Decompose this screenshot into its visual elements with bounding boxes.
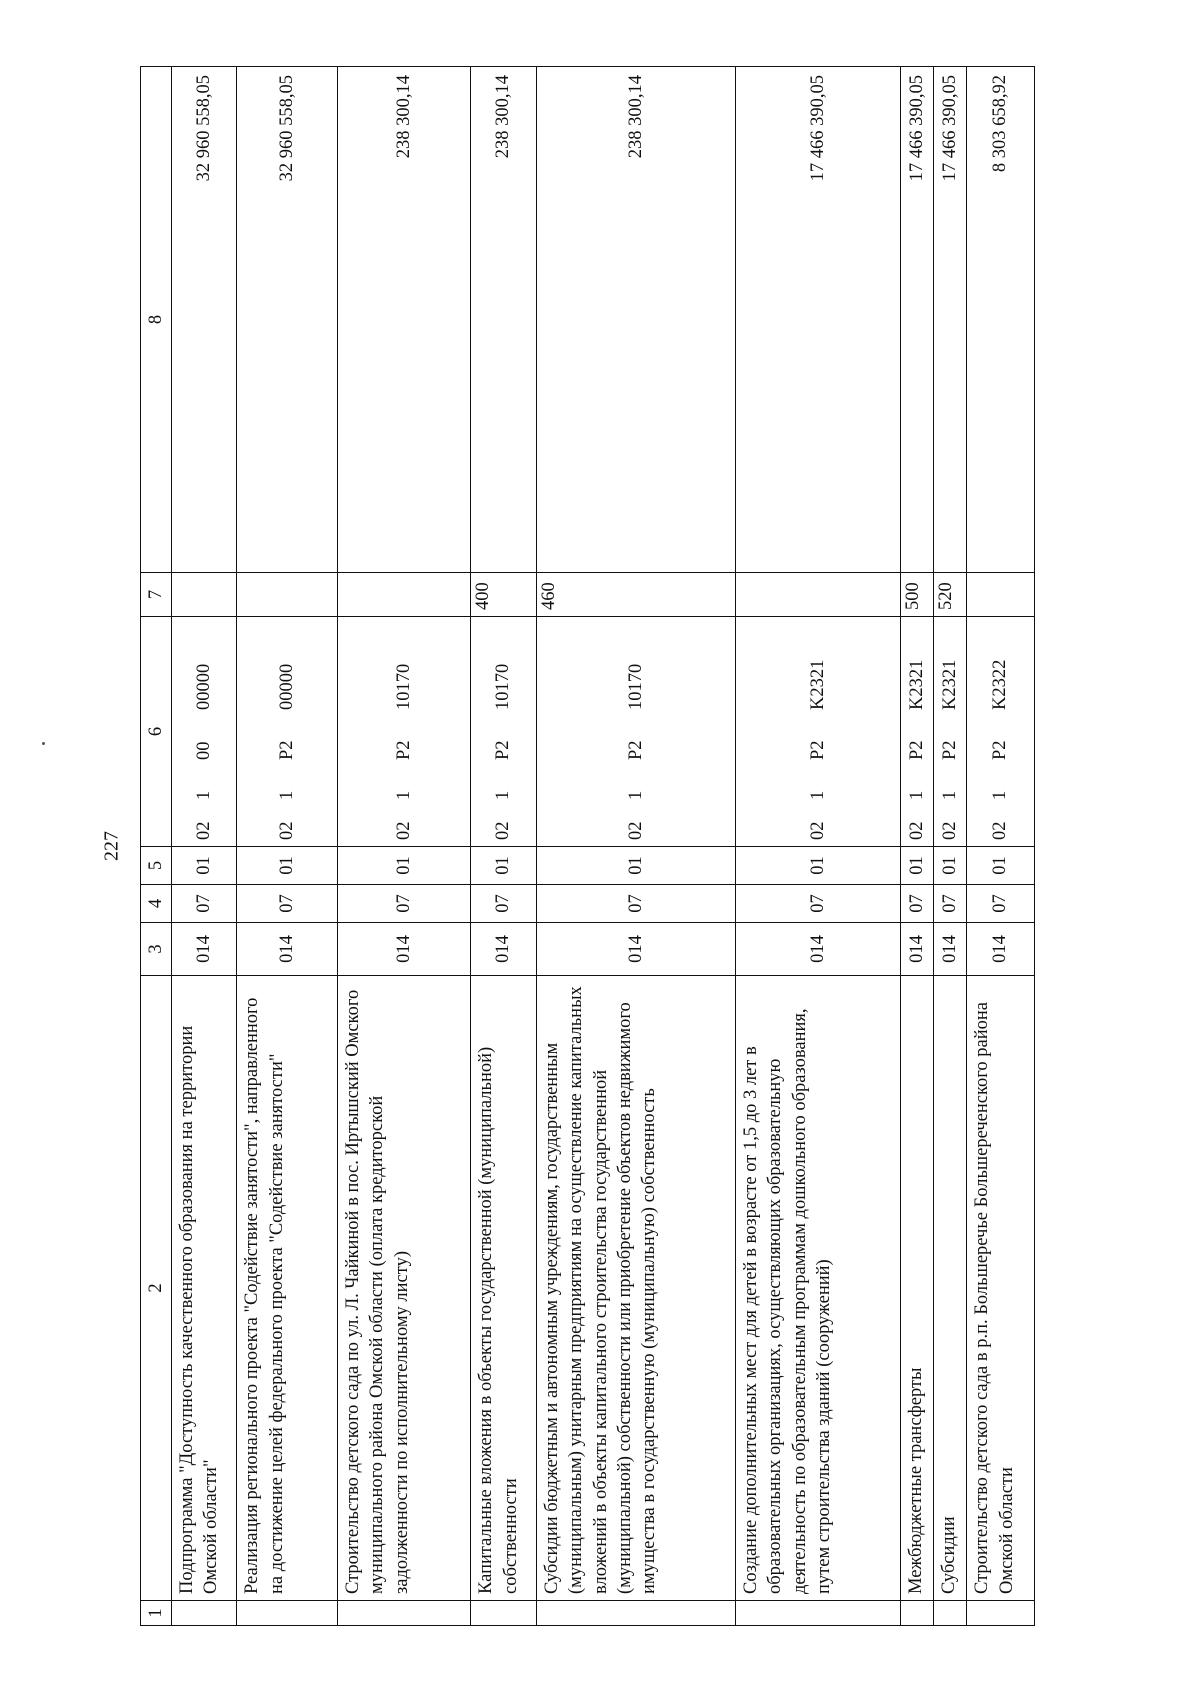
ministry-code-cell: 014 xyxy=(735,923,900,976)
table-row xyxy=(337,67,470,1626)
subprogram-code: 1 xyxy=(625,790,646,800)
amount-cell: 17 466 390,05 xyxy=(900,67,933,573)
expense-type-cell xyxy=(735,573,900,617)
scan-speck xyxy=(42,742,45,745)
section-code-cell: 07 xyxy=(171,885,237,923)
program-code: 02 xyxy=(276,821,297,840)
amount-cell: 17 466 390,05 xyxy=(735,67,900,573)
item-name-cell: Строительство детского сада по ул. Л. Чайкиной в пос. Иртышский Омского муниципального района Омской области (оплата кредиторской задолженности по исполнительному листу) xyxy=(337,976,470,1601)
program-code: 02 xyxy=(990,821,1011,840)
item-name-cell: Межбюджетные трансферты xyxy=(900,976,933,1601)
table-row xyxy=(967,67,1035,1626)
column-number: 5 xyxy=(141,847,172,885)
row-index-cell xyxy=(536,1601,735,1626)
ministry-code-cell: 014 xyxy=(171,923,237,976)
column-number: 4 xyxy=(141,885,172,923)
item-name-cell: Подпрограмма "Доступность качественного образования на территории Омской области" xyxy=(171,976,237,1601)
row-index-cell xyxy=(967,1601,1035,1626)
column-number: 6 xyxy=(141,617,172,847)
program-code: 02 xyxy=(493,821,514,840)
program-code: 02 xyxy=(193,821,214,840)
subsection-code-cell: 01 xyxy=(934,847,967,885)
section-code-cell: 07 xyxy=(934,885,967,923)
program-code: 02 xyxy=(807,821,828,840)
page-number: 227 xyxy=(100,831,123,861)
subsection-code-cell: 01 xyxy=(735,847,900,885)
table-row xyxy=(171,67,237,1626)
ministry-code-cell: 014 xyxy=(934,923,967,976)
expense-code: K2321 xyxy=(807,659,828,710)
subsection-code-cell: 01 xyxy=(900,847,933,885)
target-article-cell xyxy=(171,617,237,847)
column-number: 2 xyxy=(141,976,172,1601)
direction-code: P2 xyxy=(393,740,414,760)
program-code: 02 xyxy=(625,821,646,840)
amount-cell: 32 960 558,05 xyxy=(237,67,338,573)
subsection-code-cell: 01 xyxy=(471,847,537,885)
ministry-code-cell: 014 xyxy=(900,923,933,976)
direction-code: 00 xyxy=(193,741,214,760)
expense-code: 00000 xyxy=(193,663,214,710)
ministry-code-cell: 014 xyxy=(471,923,537,976)
target-article-cell xyxy=(337,617,470,847)
section-code-cell: 07 xyxy=(237,885,338,923)
amount-cell: 32 960 558,05 xyxy=(171,67,237,573)
target-article-cell xyxy=(934,617,967,847)
column-number: 7 xyxy=(141,573,172,617)
ministry-code-cell: 014 xyxy=(536,923,735,976)
expense-type-cell: 520 xyxy=(934,573,967,617)
expense-code: 10170 xyxy=(493,663,514,710)
target-article-cell xyxy=(536,617,735,847)
direction-code: P2 xyxy=(906,740,927,760)
section-code-cell: 07 xyxy=(900,885,933,923)
row-index-cell xyxy=(735,1601,900,1626)
row-index-cell xyxy=(900,1601,933,1626)
direction-code: P2 xyxy=(939,740,960,760)
row-index-cell xyxy=(237,1601,338,1626)
target-article-cell xyxy=(967,617,1035,847)
target-article-cell xyxy=(900,617,933,847)
program-code: 02 xyxy=(393,821,414,840)
expense-code: K2321 xyxy=(939,659,960,710)
direction-code: P2 xyxy=(625,740,646,760)
column-number: 3 xyxy=(141,923,172,976)
ministry-code-cell: 014 xyxy=(237,923,338,976)
column-number: 8 xyxy=(141,67,172,573)
table-row xyxy=(934,67,967,1626)
subprogram-code: 1 xyxy=(393,790,414,800)
expense-code: K2322 xyxy=(990,659,1011,710)
direction-code: P2 xyxy=(990,740,1011,760)
item-name-cell: Субсидии xyxy=(934,976,967,1601)
expense-code: 10170 xyxy=(393,663,414,710)
row-index-cell xyxy=(171,1601,237,1626)
expense-type-cell xyxy=(337,573,470,617)
table-row xyxy=(471,67,537,1626)
expense-type-cell: 500 xyxy=(900,573,933,617)
expense-type-cell xyxy=(967,573,1035,617)
subsection-code-cell: 01 xyxy=(237,847,338,885)
section-code-cell: 07 xyxy=(536,885,735,923)
direction-code: P2 xyxy=(493,740,514,760)
ministry-code-cell: 014 xyxy=(967,923,1035,976)
expense-type-cell xyxy=(237,573,338,617)
subsection-code-cell: 01 xyxy=(337,847,470,885)
expense-code: 00000 xyxy=(276,663,297,710)
amount-cell: 17 466 390,05 xyxy=(934,67,967,573)
subprogram-code: 1 xyxy=(990,790,1011,800)
subprogram-code: 1 xyxy=(939,790,960,800)
subsection-code-cell: 01 xyxy=(967,847,1035,885)
table-row xyxy=(900,67,933,1626)
section-code-cell: 07 xyxy=(967,885,1035,923)
amount-cell: 8 303 658,92 xyxy=(967,67,1035,573)
target-article-cell xyxy=(237,617,338,847)
table-row xyxy=(237,67,338,1626)
section-code-cell: 07 xyxy=(337,885,470,923)
subprogram-code: 1 xyxy=(906,790,927,800)
subsection-code-cell: 01 xyxy=(171,847,237,885)
row-index-cell xyxy=(471,1601,537,1626)
direction-code: P2 xyxy=(276,740,297,760)
item-name-cell: Строительство детского сада в р.п. Большеречье Большереченского района Омской области xyxy=(967,976,1035,1601)
subprogram-code: 1 xyxy=(493,790,514,800)
row-index-cell xyxy=(934,1601,967,1626)
item-name-cell: Создание дополнительных мест для детей в возрасте от 1,5 до 3 лет в образовательных организациях, осуществляющих образовательную деятельность по образовательным программам дошкольного образования, путем строительства зданий (сооружений) xyxy=(735,976,900,1601)
table-row xyxy=(735,67,900,1626)
section-code-cell: 07 xyxy=(735,885,900,923)
subprogram-code: 1 xyxy=(193,790,214,800)
item-name-cell: Субсидии бюджетным и автономным учреждениям, государственным (муниципальным) унитарным предприятиям на осуществление капитальных вложений в объекты капитального строительства государственной (муниципальной) собственности или приобретение объектов недвижимого имущества в государственную (муниципальную) собственность xyxy=(536,976,735,1601)
program-code: 02 xyxy=(906,821,927,840)
target-article-cell xyxy=(471,617,537,847)
direction-code: P2 xyxy=(807,740,828,760)
ministry-code-cell: 014 xyxy=(337,923,470,976)
column-number: 1 xyxy=(141,1601,172,1626)
item-name-cell: Реализация регионального проекта "Содействие занятости", направленного на достижение целей федерального проекта "Содействие занятости" xyxy=(237,976,338,1601)
expense-type-cell: 460 xyxy=(536,573,735,617)
expense-code: K2321 xyxy=(906,659,927,710)
table-row xyxy=(536,67,735,1626)
budget-table xyxy=(140,66,1035,1626)
expense-type-cell: 400 xyxy=(471,573,537,617)
amount-cell: 238 300,14 xyxy=(536,67,735,573)
expense-type-cell xyxy=(171,573,237,617)
expense-code: 10170 xyxy=(625,663,646,710)
program-code: 02 xyxy=(939,821,960,840)
section-code-cell: 07 xyxy=(471,885,537,923)
subprogram-code: 1 xyxy=(807,790,828,800)
row-index-cell xyxy=(337,1601,470,1626)
target-article-cell xyxy=(735,617,900,847)
subsection-code-cell: 01 xyxy=(536,847,735,885)
budget-table-rotated xyxy=(140,66,1035,1626)
subprogram-code: 1 xyxy=(276,790,297,800)
amount-cell: 238 300,14 xyxy=(471,67,537,573)
amount-cell: 238 300,14 xyxy=(337,67,470,573)
item-name-cell: Капитальные вложения в объекты государственной (муниципальной) собственности xyxy=(471,976,537,1601)
column-number-row xyxy=(141,67,172,1626)
